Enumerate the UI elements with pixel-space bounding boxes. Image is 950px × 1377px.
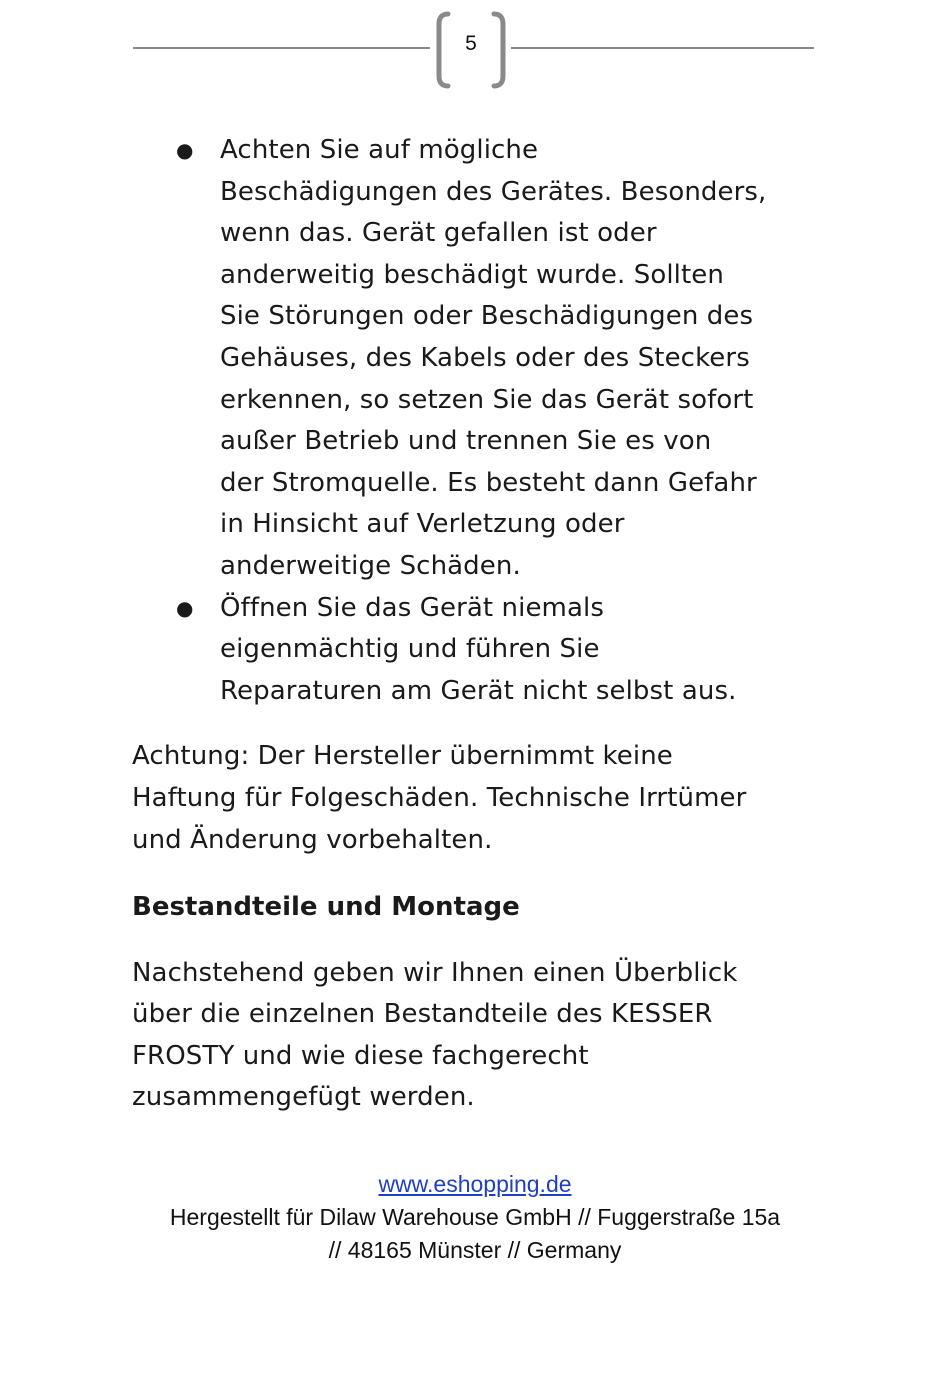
- text-line: anderweitige Schäden.: [220, 550, 521, 581]
- manufacturer-address: Hergestellt für Dilaw Warehouse GmbH // Fuggerstraße 15a: [169, 1204, 781, 1230]
- page-number: 5: [465, 32, 477, 55]
- text-line: Achten Sie auf mögliche: [220, 135, 539, 165]
- bullet-icon: ●: [176, 595, 194, 620]
- manufacturer-city: // 48165 Münster // Germany: [328, 1237, 622, 1263]
- header-rule-right: [511, 47, 814, 49]
- text-line: Achtung: Der Hersteller übernimmt keine: [132, 741, 673, 772]
- text-line: Haftung für Folgeschäden. Technische Irrtümer: [132, 782, 747, 813]
- section-intro: [132, 953, 832, 1119]
- text-line: und Änderung vorbehalten.: [132, 824, 493, 855]
- section-heading: Bestandteile und Montage: [132, 892, 520, 923]
- text-line: Sie Störungen oder Beschädigungen des: [220, 301, 754, 332]
- page-number-brackets: [436, 10, 506, 90]
- text-line: Nachstehend geben wir Ihnen einen Überblick: [132, 957, 738, 988]
- list-item: [132, 588, 832, 713]
- text-line: anderweitig beschädigt wurde. Sollten: [220, 259, 724, 290]
- bullet-icon: ●: [176, 138, 194, 162]
- page-content: [132, 130, 832, 1119]
- website-link[interactable]: www.eshopping.de: [378, 1171, 572, 1197]
- header-rule-left: [133, 47, 430, 49]
- text-line: außer Betrieb und trennen Sie es von: [220, 426, 712, 457]
- text-line: Öffnen Sie das Gerät niemals: [220, 592, 604, 623]
- text-line: der Stromquelle. Es besteht dann Gefahr: [220, 467, 757, 498]
- text-line: Reparaturen am Gerät nicht selbst aus.: [220, 675, 737, 706]
- list-item: [132, 130, 832, 588]
- text-line: über die einzelnen Bestandteile des KESSER: [132, 999, 713, 1030]
- safety-bullet-list: [132, 130, 832, 712]
- text-line: eigenmächtig und führen Sie: [220, 634, 600, 665]
- text-line: zusammengefügt werden.: [132, 1082, 475, 1113]
- text-line: Beschädigungen des Gerätes. Besonders,: [220, 176, 767, 207]
- text-line: Gehäuses, des Kabels oder des Steckers: [220, 342, 750, 373]
- page-header: [0, 0, 950, 100]
- text-line: wenn das. Gerät gefallen ist oder: [220, 218, 657, 249]
- text-line: in Hinsicht auf Verletzung oder: [220, 509, 625, 540]
- text-line: FROSTY und wie diese fachgerecht: [132, 1040, 589, 1071]
- text-line: erkennen, so setzen Sie das Gerät sofort: [220, 384, 754, 415]
- page-footer: [0, 1168, 950, 1267]
- liability-warning: [132, 736, 832, 861]
